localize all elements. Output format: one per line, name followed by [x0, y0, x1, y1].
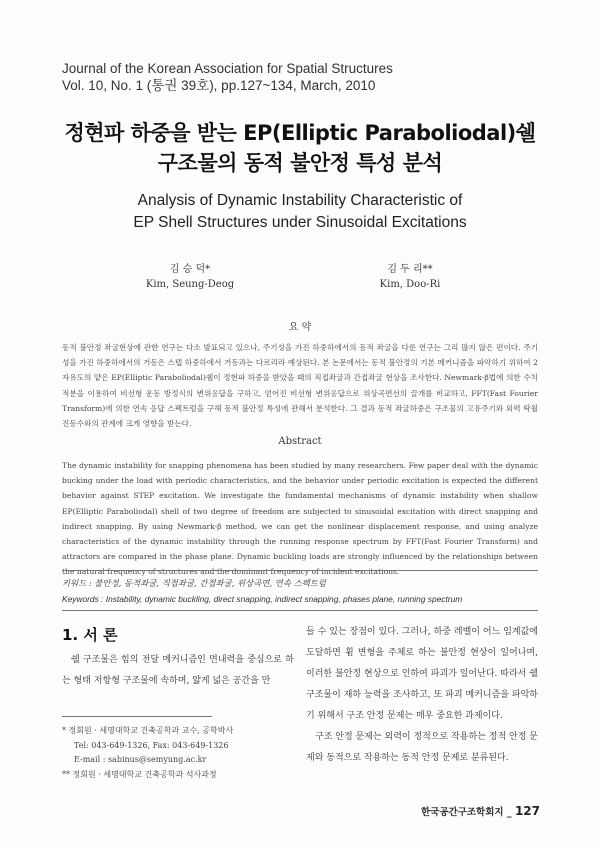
footer-separator: _: [506, 807, 512, 818]
footnote-rule: [62, 716, 212, 717]
journal-header: [62, 60, 542, 94]
section-1-left-paragraph: 쉘 구조물은 힘의 전달 메커니즘인 면내력을 중심으로 하는 형태 저항형 구조물에 속하며, 얇게 넓은 공간을 만: [62, 655, 294, 686]
journal-name: Journal of the Korean Association for Spatial Structures: [62, 61, 393, 76]
section-1-right-column: [306, 622, 538, 769]
keywords-bottom-rule: [62, 610, 538, 611]
english-title-line1: Analysis of Dynamic Instability Characteristic of: [137, 192, 463, 209]
section-1-right-paragraph-2: 구조 안정 문제는 외력이 정적으로 작용하는 정적 안정 문제와 동적으로 작용하는 동적 안정 문제로 분류된다.: [306, 732, 538, 763]
abstract-kr-heading: 요 약: [288, 322, 312, 333]
author-2-en: Kim, Doo-Ri: [379, 279, 441, 290]
korean-title: [40, 118, 560, 178]
abstract-en-heading: Abstract: [278, 436, 322, 447]
author-1: [90, 262, 290, 292]
english-title-line2: EP Shell Structures under Sinusoidal Excitations: [133, 214, 467, 231]
keywords-en: Keywords : Instability, dynamic buckling, direct snapping, indirect snapping, phases plane, running spectrum: [62, 594, 463, 604]
keywords-kr: 키워드 : 불안정, 동적좌굴, 직접좌굴, 간접좌굴, 위상곡면, 연속 스펙트럼: [62, 578, 326, 588]
english-title: [40, 190, 560, 234]
page-footer: [400, 804, 540, 818]
page-number: 127: [514, 804, 540, 818]
footnote-1-phone: Tel: 043-649-1326, Fax: 043-649-1326: [74, 740, 229, 750]
footer-journal-label: 한국공간구조학회지: [420, 807, 504, 818]
section-1-left-column: [62, 650, 294, 692]
footnote-1-affiliation: * 정회원 · 세명대학교 건축공학과 교수, 공학박사: [62, 726, 234, 735]
author-1-en: Kim, Seung-Deog: [145, 279, 235, 290]
korean-title-line1: 정현파 하중을 받는 EP(Elliptic Paraboliodal)쉘: [64, 121, 536, 145]
author-2: [310, 262, 510, 292]
section-1-right-paragraph-1: 들 수 있는 장점이 있다. 그러나, 하중 레벨이 어느 임계값에 도달하면 휨 변형을 주체로 하는 불안정 현상이 일어나며, 이러한 불안정 현상으로 인하여 파괴가 일어난다. 따라서 쉘 구조물이 재하 능력을 조사하고, 또 파괴 메커니즘을 파악하기 위해서 구조 안정 문제는 매우 중요한 과제이다.: [306, 627, 538, 721]
section-1-heading: 1. 서 론: [62, 626, 118, 644]
author-1-kr: 김 승 덕*: [169, 264, 211, 275]
abstract-en-text: The dynamic instability for snapping phenomena has been studied by many researchers. Few paper deal with the dynamic bucking under the load with periodic characteristics, and the behavior under periodic excitation is expected the different behavior against STEP excitation. We investigate the fundamental mechanisms of dynamic instability when shallow EP(Elliptic Paraboliodal) shell of two degree of freedom are subjected to sinusoidal excitation with direct snapping and indirect snapping. By using Newmark-β method, we can get the nonlinear displacement response, and using analyze characteristics of the dynamic instability through the running response spectrum by FFT(Fast Fourier Transform) and attractors are compared in the phase plane. Dynamic buckling loads are strongly influenced by the relationships between the natural frequency of structures and the dominant frequency of incident excitations.: [62, 461, 538, 577]
footnotes: [62, 724, 294, 782]
korean-title-line2: 구조물의 동적 불안정 특성 분석: [157, 151, 443, 175]
abstract-kr-text: 동적 불안정 좌굴현상에 관한 연구는 다소 발표되고 있으나, 주기성을 가진 하중하에서의 동적 좌굴을 다룬 연구는 그리 많지 않은 편이다. 주기성을 가진 하중하에서의 거동은 스텝 하중하에서 거동과는 다르리라 예상된다. 본 논문에서는 동적 불안정의 기본 메커니즘을 파악하기 위하여 2자유도의 얕은 EP(Elliptic Paraboliodal)쉘이 정현파 하중을 받았을 때의 직접좌굴과 간접좌굴 현상을 조사한다. Newmark-β법에 의한 수치적분을 이용하여 비선형 운동 방정식의 변위응답을 구하고, 얻어진 비선형 변위응답으로 위상곡면선의 끌개를 비교하고, FFT(Fast Fourier Transform)에 의한 연속 응답 스펙트럼을 구해 동적 불안정 특성에 관해서 분석한다. 그 결과 동적 좌굴하중은 구조물의 고유주기와 외력 탁월진동수와의 관계에 크게 영향을 받는다.: [62, 343, 538, 429]
keywords-top-rule: [62, 570, 538, 571]
footnote-2-affiliation: ** 정회원 · 세명대학교 건축공학과 석사과정: [62, 769, 217, 779]
author-2-kr: 김 두 리**: [387, 264, 433, 275]
footnote-1-email: E-mail : sabinus@semyung.ac.kr: [74, 755, 207, 764]
journal-issue: Vol. 10, No. 1 (통권 39호), pp.127~134, March, 2010: [62, 78, 376, 93]
